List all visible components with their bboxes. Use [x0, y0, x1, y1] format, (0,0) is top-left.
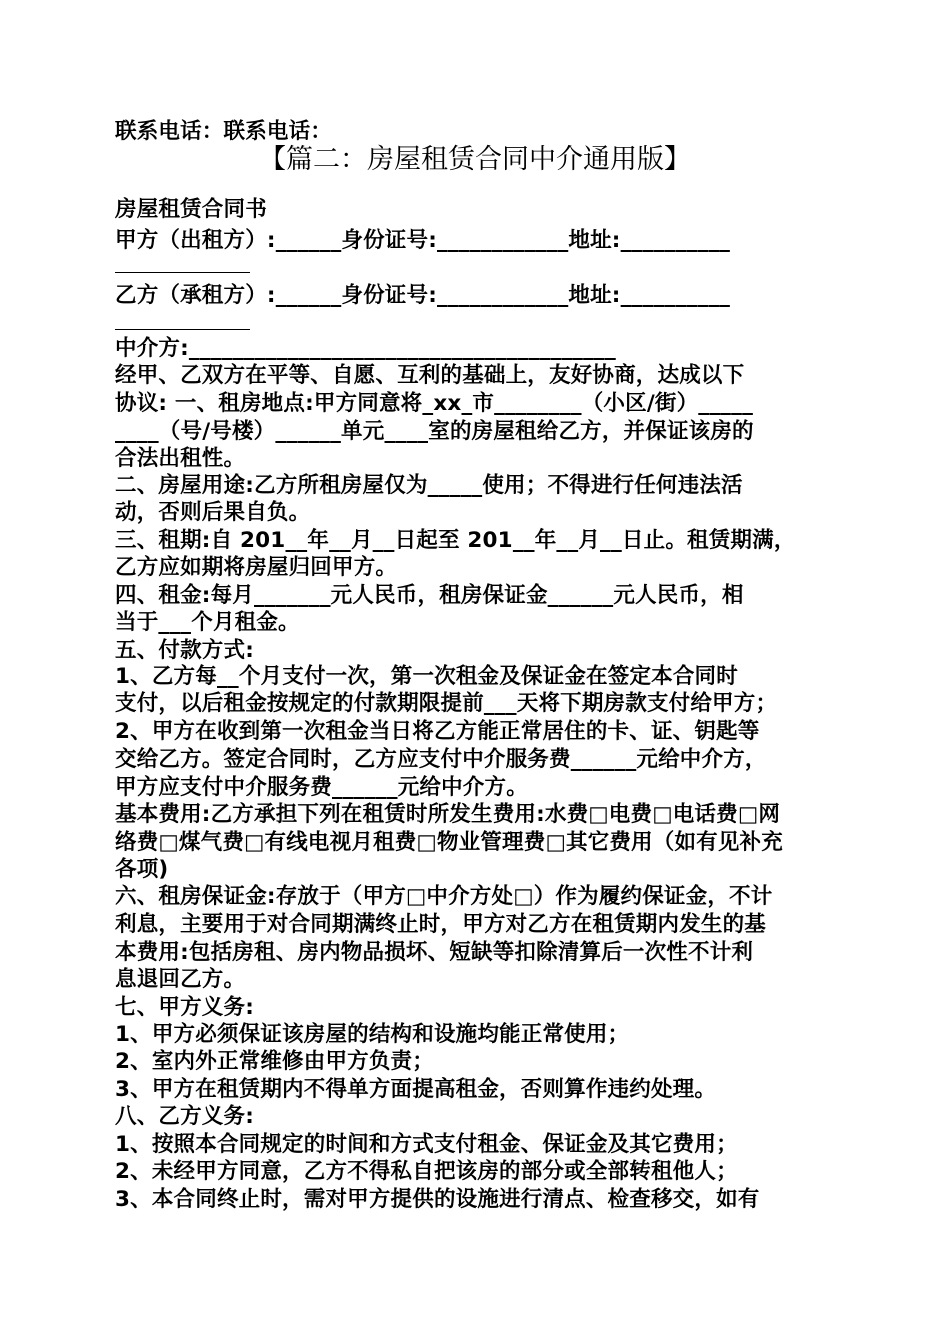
- clause-line: 合法出租性。: [115, 446, 246, 471]
- clause-line: 六、租房保证金:存放于（甲方□中介方处□）作为履约保证金，不计: [115, 884, 773, 909]
- contact-line: 联系电话：联系电话：: [115, 119, 333, 144]
- clause-line: 交给乙方。签定合同时，乙方应支付中介服务费______元给中介方，: [115, 747, 767, 772]
- clause-line: 经甲、乙双方在平等、自愿、互利的基础上，友好协商，达成以下: [115, 363, 745, 388]
- clause-line: ____（号/号楼）______单元____室的房屋租给乙方，并保证该房的: [115, 419, 754, 444]
- clause-line: 四、租金:每月_______元人民币，租房保证金______元人民币，相: [115, 583, 744, 608]
- clause-line: 络费□煤气费□有线电视月租费□物业管理费□其它费用（如有见补充: [115, 830, 783, 855]
- intermediary-line: 中介方:_______________________________________: [115, 336, 616, 361]
- clause-line: 2、甲方在收到第一次租金当日将乙方能正常居住的卡、证、钥匙等: [115, 719, 760, 744]
- clause-line: 三、租期:自 201__年__月__日起至 201__年__月__日止。租赁期满，: [115, 528, 796, 553]
- clause-line: 协议: 一、租房地点:甲方同意将_xx_市________（小区/街）_____: [115, 391, 754, 416]
- clause-line: 乙方应如期将房屋归回甲方。: [115, 555, 398, 580]
- section-heading: 房屋租赁合同书: [115, 197, 267, 222]
- clause-line: 1、按照本合同规定的时间和方式支付租金、保证金及其它费用；: [115, 1132, 738, 1157]
- clause-line: 七、甲方义务:: [115, 995, 254, 1020]
- clause-line: 3、本合同终止时，需对甲方提供的设施进行清点、检查移交，如有: [115, 1187, 760, 1212]
- clause-line: 利息，主要用于对合同期满终止时，甲方对乙方在租赁期内发生的基: [115, 912, 767, 937]
- document-title: 【篇二：房屋租赁合同中介通用版】: [259, 144, 691, 175]
- clause-line: 1、甲方必须保证该房屋的结构和设施均能正常使用；: [115, 1022, 630, 1047]
- clause-line: 2、室内外正常维修由甲方负责；: [115, 1049, 434, 1074]
- clause-line: 八、乙方义务:: [115, 1104, 254, 1129]
- clause-line: 支付，以后租金按规定的付款期限提前___天将下期房款支付给甲方；: [115, 691, 778, 716]
- clause-line: 各项): [115, 857, 169, 882]
- clause-line: 3、甲方在租赁期内不得单方面提高租金，否则算作违约处理。: [115, 1077, 717, 1102]
- clause-line: 五、付款方式:: [115, 638, 254, 663]
- underline-continuation: [115, 329, 250, 330]
- party-b-line: 乙方（承租方）:______身份证号:____________地址:__________: [115, 283, 731, 308]
- party-a-line: 甲方（出租方）:______身份证号:____________地址:__________: [115, 228, 731, 253]
- clause-line: 1、乙方每__个月支付一次，第一次租金及保证金在签定本合同时: [115, 664, 738, 689]
- clause-line: 息退回乙方。: [115, 967, 246, 992]
- clause-line: 二、房屋用途:乙方所租房屋仅为_____使用；不得进行任何违法活: [115, 473, 743, 498]
- clause-line: 本费用:包括房租、房内物品损坏、短缺等扣除清算后一次性不计利: [115, 940, 754, 965]
- underline-continuation: [115, 272, 250, 273]
- clause-line: 当于___个月租金。: [115, 610, 300, 635]
- clause-line: 2、未经甲方同意，乙方不得私自把该房的部分或全部转租他人；: [115, 1159, 738, 1184]
- clause-line: 甲方应支付中介服务费______元给中介方。: [115, 775, 528, 800]
- clause-line: 动，否则后果自负。: [115, 500, 311, 525]
- clause-line: 基本费用:乙方承担下列在租赁时所发生费用:水费□电费□电话费□网: [115, 802, 781, 827]
